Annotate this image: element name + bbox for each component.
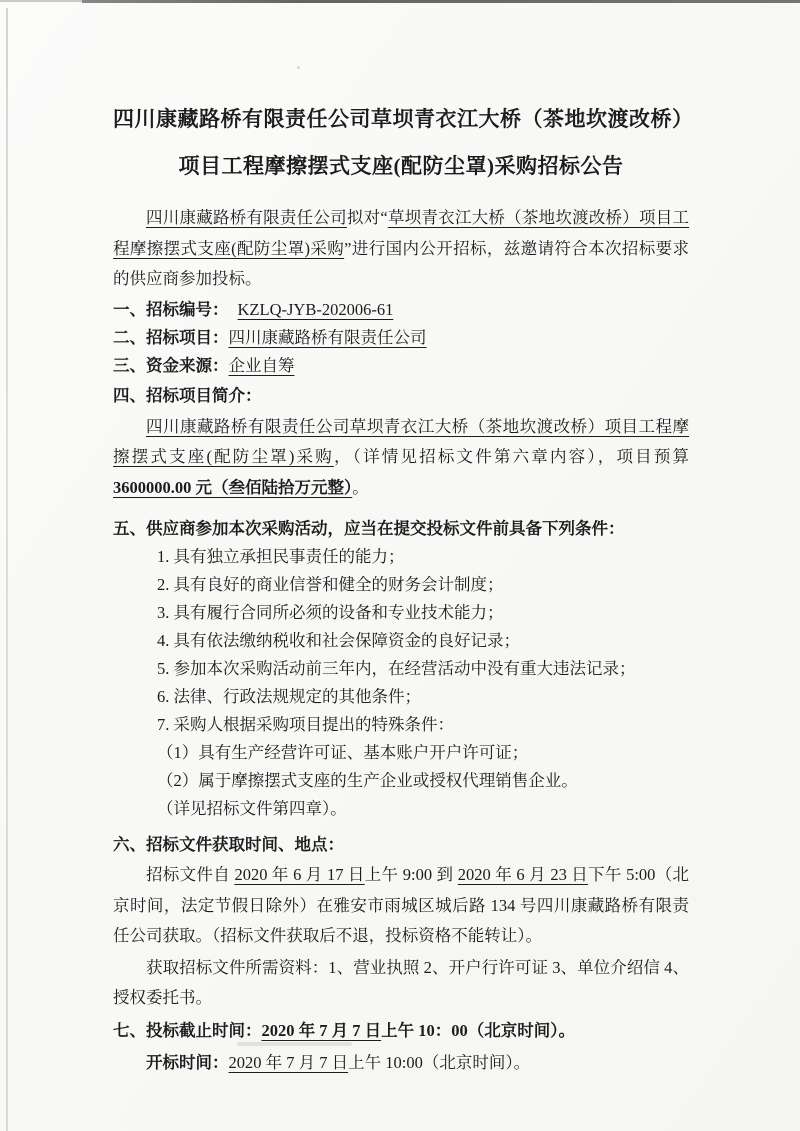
section6-start-date: 2020 年 6 月 17 日 bbox=[234, 865, 365, 884]
tender-project-label: 二、招标项目： bbox=[113, 327, 229, 347]
section6-paragraph-1 bbox=[113, 860, 689, 952]
scan-speck bbox=[297, 66, 300, 69]
section4-mid-text: ，（详情见招标文件第六章内容），项目预算 bbox=[333, 447, 689, 466]
section4-tail-text: 。 bbox=[352, 477, 369, 497]
bid-opening-tail: 上午 10:00（北京时间）。 bbox=[348, 1052, 531, 1072]
intro-tail-text: ”进行国内公开招标，兹邀请符合本次招标要求的供应商参加投标。 bbox=[113, 238, 689, 288]
field-row-tender-number bbox=[113, 296, 689, 324]
condition-item-7: 7. 采购人根据采购项目提出的特殊条件： bbox=[157, 715, 454, 734]
bid-deadline-tail: 上午 10：00（北京时间）。 bbox=[381, 1020, 575, 1040]
section4-heading: 四、招标项目简介： bbox=[113, 385, 262, 405]
condition-item-4: 4. 具有依法缴纳税收和社会保障资金的良好记录； bbox=[157, 631, 520, 650]
condition-item-2: 2. 具有良好的商业信誉和健全的财务会计制度； bbox=[157, 575, 504, 594]
condition-item-1: 1. 具有独立承担民事责任的能力； bbox=[157, 547, 405, 566]
condition-item-6: 6. 法律、行政法规规定的其他条件； bbox=[157, 687, 421, 706]
document-title bbox=[113, 96, 694, 190]
section6-paragraph-2: 获取招标文件所需资料：1、营业执照 2、开户行许可证 3、单位介绍信 4、授权委托书。 bbox=[113, 957, 689, 1007]
intro-paragraph bbox=[113, 203, 689, 295]
bid-opening-date: 2020 年 7 月 7 日 bbox=[228, 1052, 349, 1072]
intro-mid-text: 拟对“ bbox=[346, 208, 388, 227]
scan-top-edge-light bbox=[0, 0, 82, 2]
field-list bbox=[113, 296, 689, 410]
section4-paragraph bbox=[113, 412, 689, 504]
document-content bbox=[113, 96, 694, 1078]
intro-company-name: 四川康藏路桥有限责任公司 bbox=[146, 208, 347, 227]
funding-source-value: 企业自筹 bbox=[228, 355, 295, 375]
section4-budget-value: 3600000.00 元（叁佰陆拾万元整） bbox=[113, 477, 353, 497]
condition-item-5: 5. 参加本次采购活动前三年内，在经营活动中没有重大违法记录； bbox=[157, 659, 636, 678]
intro-project-name: 草坝青衣江大桥（茶地坎渡改桥）项目工程摩擦摆式支座(配防尘罩)采购 bbox=[113, 208, 690, 258]
tender-project-value: 四川康藏路桥有限责任公司 bbox=[228, 327, 427, 347]
condition-item-7-sub2: （2）属于摩擦摆式支座的生产企业或授权代理销售企业。 bbox=[157, 771, 578, 790]
section7-bid-deadline-row bbox=[113, 1016, 689, 1046]
funding-source-label: 三、资金来源： bbox=[113, 355, 229, 375]
tender-number-label: 一、招标编号： bbox=[113, 299, 229, 319]
scan-top-edge bbox=[82, 0, 800, 3]
section6-lead-text: 招标文件自 bbox=[146, 865, 235, 884]
section6-heading: 六、招标文件获取时间、地点： bbox=[113, 835, 344, 854]
condition-item-3: 3. 具有履行合同所必须的设备和专业技术能力； bbox=[157, 603, 504, 622]
bid-deadline-date: 2020 年 7 月 7 日 bbox=[261, 1020, 382, 1040]
condition-item-7-sub1: （1）具有生产经营许可证、基本账户开户许可证； bbox=[157, 743, 529, 762]
section6-mid-text: 上午 9:00 到 bbox=[364, 865, 458, 884]
section6-tail-text: 下午 5:00（北京时间，法定节假日除外）在雅安市雨城区城后路 134 号四川康藏路桥有限责任公司获取。（招标文件获取后不退，投标资格不能转让）。 bbox=[113, 865, 690, 945]
tender-number-value: KZLQ-JYB-202006-61 bbox=[237, 299, 394, 319]
section5-heading: 五、供应商参加本次采购活动，应当在提交投标文件前具备下列条件： bbox=[113, 519, 625, 538]
condition-see-chapter4-note: （详见招标文件第四章）。 bbox=[157, 799, 347, 818]
scan-left-edge bbox=[6, 8, 8, 1131]
title-line-2: 项目工程摩擦摆式支座(配防尘罩)采购招标公告 bbox=[178, 154, 624, 178]
title-line-1: 四川康藏路桥有限责任公司草坝青衣江大桥（茶地坎渡改桥） bbox=[113, 107, 694, 131]
section6-end-date: 2020 年 6 月 23 日 bbox=[457, 865, 589, 884]
bid-deadline-label: 七、投标截止时间： bbox=[113, 1020, 262, 1040]
section7-bid-opening-row bbox=[113, 1048, 689, 1078]
section4-project-name: 四川康藏路桥有限责任公司草坝青衣江大桥（茶地坎渡改桥）项目工程摩擦摆式支座(配防尘罩)采购 bbox=[113, 416, 689, 466]
field-row-funding-source bbox=[113, 352, 689, 380]
field-row-tender-project bbox=[113, 324, 689, 352]
bid-opening-label: 开标时间： bbox=[146, 1052, 229, 1072]
